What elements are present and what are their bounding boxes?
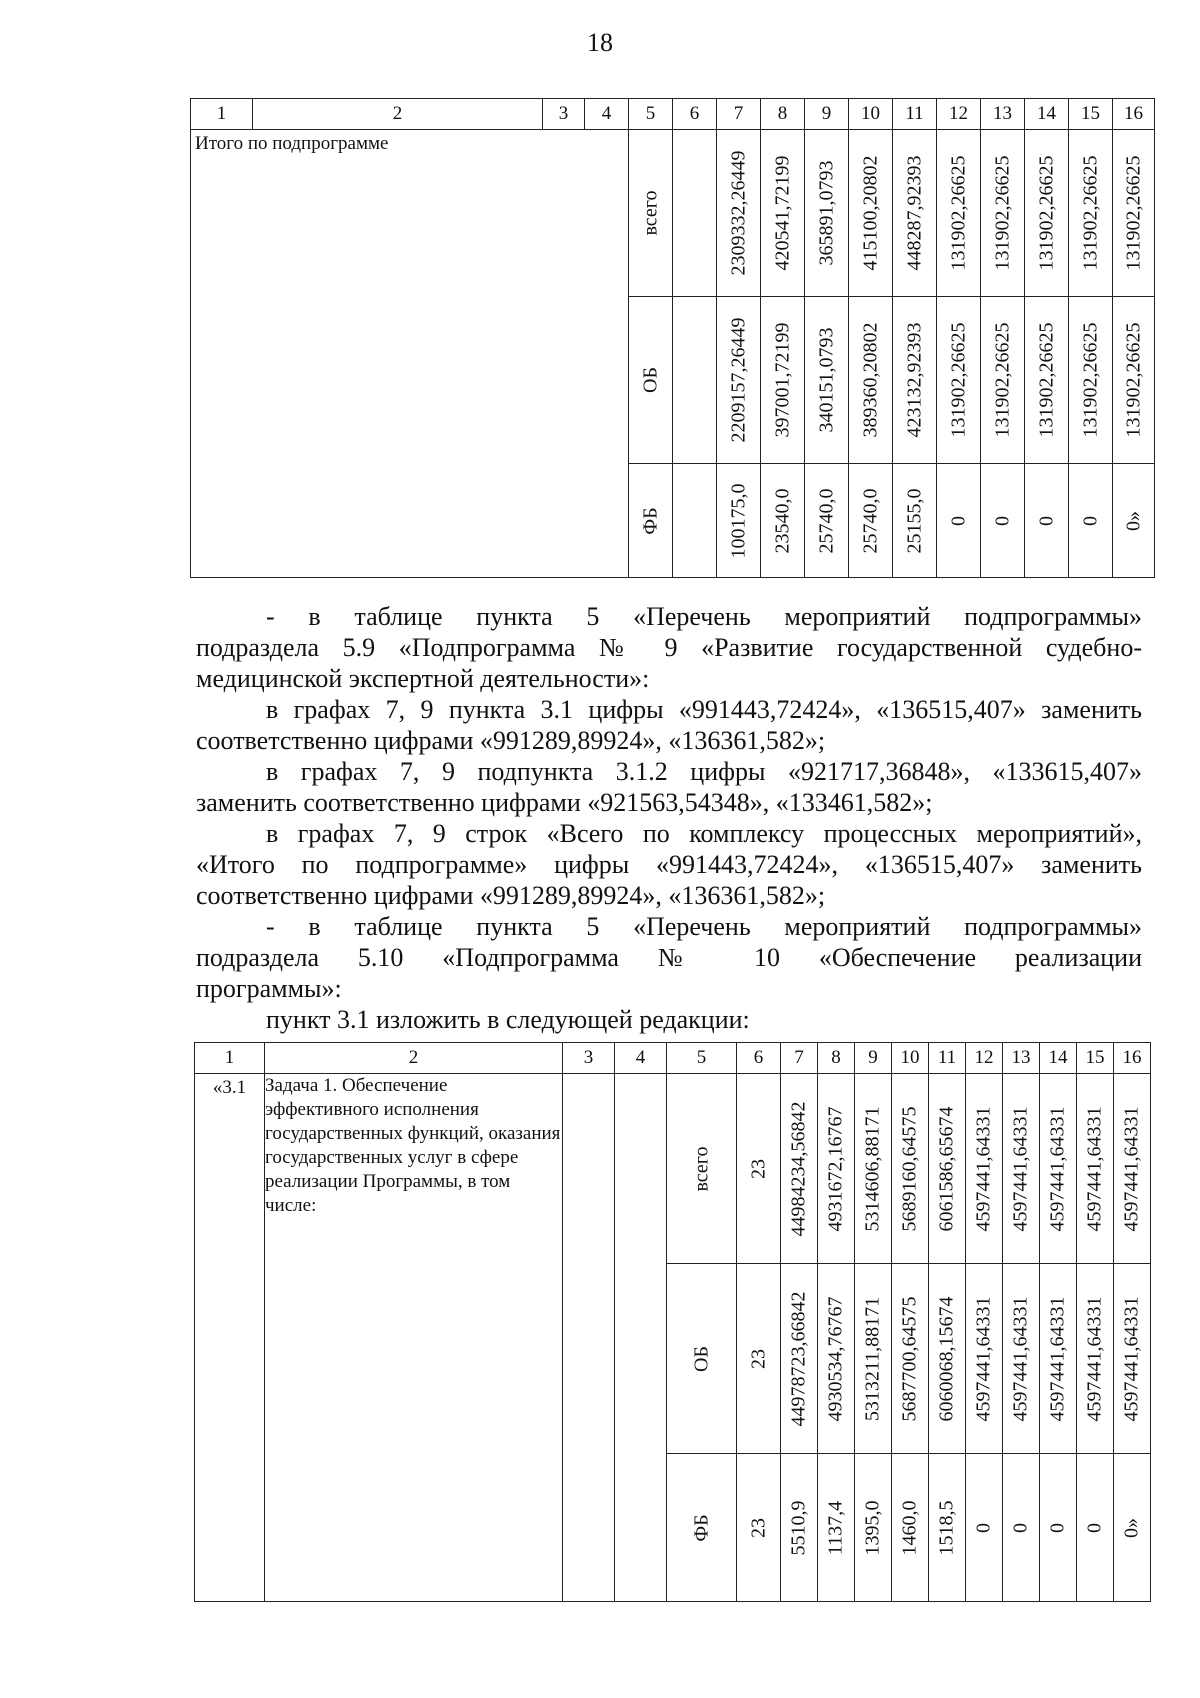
table-row — [195, 1074, 1151, 1264]
value-cell — [781, 1074, 818, 1264]
value-cell — [892, 1454, 929, 1602]
column-number-cell: 3 — [563, 1043, 615, 1074]
value-cell — [1003, 1264, 1040, 1454]
column-number-cell: 4 — [615, 1043, 667, 1074]
funding-source-cell-text: ОБ — [639, 367, 661, 393]
value-cell — [1040, 1264, 1077, 1454]
value-cell-text: 131902,26625 — [1035, 322, 1057, 438]
paragraph-line: пункт 3.1 изложить в следующей редакции: — [266, 1005, 750, 1034]
value-cell-text: 340151,0793 — [815, 327, 837, 433]
funding-source-cell — [667, 1454, 737, 1602]
value-cell-text: 4597441,64331 — [1120, 1296, 1143, 1421]
value-cell — [761, 130, 805, 297]
value-cell — [937, 297, 981, 464]
value-cell — [717, 297, 761, 464]
funding-source-cell — [629, 130, 673, 297]
paragraph-line: медицинской экспертной деятельности»: — [196, 664, 650, 693]
value-cell — [966, 1264, 1003, 1454]
value-cell — [929, 1264, 966, 1454]
paragraph-line: программы»: — [196, 974, 342, 1003]
paragraph-line: заменить соответственно цифрами «921563,54348», «133461,582»; — [196, 788, 933, 817]
value-cell-text: 44978723,66842 — [787, 1291, 810, 1426]
paragraph-line: соответственно цифрами «991289,89924», «136361,582»; — [196, 726, 826, 755]
paragraph-line: «Итого по подпрограмме» цифры «991443,72424», «136515,407» заменить — [196, 850, 1142, 879]
value-cell — [892, 1264, 929, 1454]
column-number-cell: 8 — [761, 99, 805, 130]
value-cell — [781, 1264, 818, 1454]
table-subprogram-total — [190, 98, 1155, 578]
paragraph-line: подраздела 5.10 «Подпрограмма № 10 «Обеспечение реализации — [196, 943, 1142, 972]
value-cell — [1113, 297, 1155, 464]
column-number-cell: 11 — [893, 99, 937, 130]
page-number: 18 — [587, 28, 613, 57]
value-cell-text: 4597441,64331 — [972, 1106, 995, 1231]
column-number-cell: 10 — [849, 99, 893, 130]
value-cell-text: 4597441,64331 — [1046, 1296, 1069, 1421]
value-cell-text: 0 — [1079, 515, 1101, 526]
value-cell — [1113, 464, 1155, 578]
column-number-cell: 9 — [805, 99, 849, 130]
funding-source-cell-text: всего — [639, 190, 661, 236]
column-number-cell: 16 — [1113, 99, 1155, 130]
value-cell-text: 4597441,64331 — [1046, 1106, 1069, 1231]
code-cell — [737, 1074, 781, 1264]
value-cell — [1040, 1454, 1077, 1602]
value-cell — [929, 1074, 966, 1264]
funding-source-cell — [667, 1074, 737, 1264]
funding-source-cell-text: ОБ — [690, 1345, 712, 1372]
value-cell — [1003, 1454, 1040, 1602]
funding-source-cell-text: ФБ — [639, 506, 661, 535]
value-cell-text: 0 — [1009, 1522, 1032, 1533]
row-label-cell: Итого по подпрограмме — [191, 130, 629, 578]
value-cell — [761, 464, 805, 578]
value-cell — [966, 1454, 1003, 1602]
code-cell-text: 23 — [747, 1517, 769, 1538]
value-cell-text: 1518,5 — [935, 1500, 958, 1555]
value-cell — [1077, 1454, 1114, 1602]
code-cell-text: 23 — [747, 1158, 769, 1179]
value-cell — [966, 1074, 1003, 1264]
value-cell-text: 25740,0 — [859, 488, 881, 553]
task-description-cell: Задача 1. Обеспечение эффективного исполнения государственных функций, оказания государственных услуг в сфере реализации Программы, в том числе: — [265, 1074, 563, 1602]
value-cell-text: 23540,0 — [771, 488, 793, 553]
value-cell — [893, 130, 937, 297]
value-cell — [781, 1454, 818, 1602]
column-number-cell: 2 — [265, 1043, 563, 1074]
code-cell-text: 23 — [747, 1348, 769, 1369]
value-cell-text: 2309332,26449 — [727, 150, 749, 276]
paragraph-line: - в таблице пункта 5 «Перечень мероприятий подпрограммы» — [266, 602, 1142, 631]
value-cell-text: 0 — [1035, 515, 1057, 526]
value-cell-text: 397001,72199 — [771, 322, 793, 438]
value-cell-text: 131902,26625 — [1122, 322, 1144, 438]
column-number-cell: 1 — [191, 99, 253, 130]
value-cell — [1025, 130, 1069, 297]
funding-source-cell — [629, 297, 673, 464]
column-number-cell: 13 — [1003, 1043, 1040, 1074]
column-number-cell: 1 — [195, 1043, 265, 1074]
value-cell-text: 415100,20802 — [859, 155, 881, 271]
paragraph-line: - в таблице пункта 5 «Перечень мероприятий подпрограммы» — [266, 912, 1142, 941]
value-cell — [849, 464, 893, 578]
value-cell-text: 131902,26625 — [1122, 155, 1144, 271]
value-cell — [929, 1454, 966, 1602]
paragraph-line: в графах 7, 9 строк «Всего по комплексу процессных мероприятий», — [266, 819, 1142, 848]
value-cell-text: 5313211,88171 — [861, 1296, 884, 1421]
empty-cell — [673, 464, 717, 578]
value-cell — [1113, 130, 1155, 297]
column-number-cell: 5 — [667, 1043, 737, 1074]
value-cell-text: 131902,26625 — [947, 322, 969, 438]
value-cell-text: 6061586,65674 — [935, 1106, 958, 1231]
paragraph-line: подраздела 5.9 «Подпрограмма № 9 «Развитие государственной судебно- — [196, 633, 1142, 662]
value-cell — [717, 464, 761, 578]
value-cell-text: 5689160,64575 — [898, 1106, 921, 1231]
empty-cell — [615, 1074, 667, 1602]
value-cell-text: 131902,26625 — [1035, 155, 1057, 271]
column-number-cell: 14 — [1025, 99, 1069, 130]
value-cell — [818, 1264, 855, 1454]
column-number-cell: 13 — [981, 99, 1025, 130]
value-cell — [805, 464, 849, 578]
value-cell — [855, 1264, 892, 1454]
column-number-cell: 12 — [966, 1043, 1003, 1074]
value-cell — [855, 1074, 892, 1264]
column-number-cell: 16 — [1114, 1043, 1151, 1074]
value-cell-text: 420541,72199 — [771, 155, 793, 271]
column-number-cell: 5 — [629, 99, 673, 130]
value-cell — [1077, 1264, 1114, 1454]
value-cell-text: 0» — [1122, 510, 1144, 531]
value-cell — [1040, 1074, 1077, 1264]
empty-cell — [673, 297, 717, 464]
column-number-cell: 14 — [1040, 1043, 1077, 1074]
value-cell — [893, 297, 937, 464]
value-cell — [1025, 464, 1069, 578]
value-cell — [818, 1074, 855, 1264]
column-number-cell: 11 — [929, 1043, 966, 1074]
column-number-cell: 15 — [1077, 1043, 1114, 1074]
value-cell — [1114, 1264, 1151, 1454]
value-cell-text: 1137,4 — [824, 1500, 847, 1555]
item-number-cell: «3.1 — [195, 1074, 265, 1602]
value-cell-text: 131902,26625 — [1079, 155, 1101, 271]
value-cell-text: 4597441,64331 — [1083, 1106, 1106, 1231]
value-cell — [849, 297, 893, 464]
table-row — [191, 130, 1155, 297]
value-cell-text: 4931672,16767 — [824, 1106, 847, 1231]
column-number-cell: 7 — [781, 1043, 818, 1074]
column-number-cell: 9 — [855, 1043, 892, 1074]
table-header-row — [195, 1043, 1151, 1074]
paragraph-line: соответственно цифрами «991289,89924», «136361,582»; — [196, 881, 826, 910]
value-cell-text: 365891,0793 — [815, 160, 837, 266]
empty-cell — [673, 130, 717, 297]
code-cell — [737, 1264, 781, 1454]
value-cell-text: 0 — [947, 515, 969, 526]
value-cell-text: 1395,0 — [861, 1500, 884, 1555]
value-cell — [805, 130, 849, 297]
value-cell-text: 44984234,56842 — [787, 1101, 810, 1236]
value-cell — [1077, 1074, 1114, 1264]
value-cell-text: 0 — [1046, 1522, 1069, 1533]
value-cell-text: 25155,0 — [903, 488, 925, 553]
column-number-cell: 3 — [543, 99, 585, 130]
funding-source-cell-text: ФБ — [690, 1513, 712, 1542]
value-cell-text: 423132,92393 — [903, 322, 925, 438]
value-cell-text: 131902,26625 — [1079, 322, 1101, 438]
value-cell-text: 4597441,64331 — [1009, 1106, 1032, 1231]
column-number-cell: 4 — [585, 99, 629, 130]
value-cell — [1025, 297, 1069, 464]
value-cell — [1114, 1454, 1151, 1602]
paragraph-line: в графах 7, 9 пункта 3.1 цифры «991443,72424», «136515,407» заменить — [266, 695, 1142, 724]
value-cell-text: 0 — [972, 1522, 995, 1533]
value-cell — [981, 130, 1025, 297]
value-cell — [981, 464, 1025, 578]
value-cell-text: 4597441,64331 — [1009, 1296, 1032, 1421]
funding-source-cell-text: всего — [690, 1145, 712, 1192]
value-cell — [1069, 130, 1113, 297]
value-cell-text: 131902,26625 — [991, 322, 1013, 438]
value-cell-text: 6060068,15674 — [935, 1296, 958, 1421]
funding-source-cell — [629, 464, 673, 578]
value-cell — [761, 297, 805, 464]
value-cell — [1069, 297, 1113, 464]
value-cell-text: 5314606,88171 — [861, 1106, 884, 1231]
value-cell-text: 4597441,64331 — [1083, 1296, 1106, 1421]
value-cell-text: 0» — [1120, 1517, 1143, 1538]
value-cell — [1003, 1074, 1040, 1264]
value-cell — [855, 1454, 892, 1602]
value-cell — [937, 130, 981, 297]
value-cell-text: 25740,0 — [815, 488, 837, 553]
value-cell — [1114, 1074, 1151, 1264]
value-cell-text: 0 — [1083, 1522, 1106, 1533]
column-number-cell: 6 — [737, 1043, 781, 1074]
value-cell-text: 131902,26625 — [947, 155, 969, 271]
value-cell — [818, 1454, 855, 1602]
value-cell-text: 4930534,76767 — [824, 1296, 847, 1421]
value-cell — [849, 130, 893, 297]
value-cell-text: 0 — [991, 515, 1013, 526]
value-cell-text: 5510,9 — [787, 1500, 810, 1555]
column-number-cell: 7 — [717, 99, 761, 130]
column-number-cell: 10 — [892, 1043, 929, 1074]
value-cell — [717, 130, 761, 297]
column-number-cell: 2 — [253, 99, 543, 130]
value-cell — [805, 297, 849, 464]
value-cell — [981, 297, 1025, 464]
value-cell-text: 1460,0 — [898, 1500, 921, 1555]
column-number-cell: 8 — [818, 1043, 855, 1074]
table-task-3-1 — [194, 1042, 1151, 1602]
empty-cell — [563, 1074, 615, 1602]
value-cell-text: 4597441,64331 — [1120, 1106, 1143, 1231]
value-cell — [892, 1074, 929, 1264]
paragraph-line: в графах 7, 9 подпункта 3.1.2 цифры «921717,36848», «133615,407» — [266, 757, 1142, 786]
column-number-cell: 12 — [937, 99, 981, 130]
value-cell-text: 4597441,64331 — [972, 1296, 995, 1421]
value-cell-text: 131902,26625 — [991, 155, 1013, 271]
column-number-cell: 15 — [1069, 99, 1113, 130]
value-cell-text: 5687700,64575 — [898, 1296, 921, 1421]
value-cell-text: 100175,0 — [727, 483, 749, 558]
code-cell — [737, 1454, 781, 1602]
value-cell — [893, 464, 937, 578]
value-cell — [937, 464, 981, 578]
value-cell-text: 448287,92393 — [903, 155, 925, 271]
value-cell — [1069, 464, 1113, 578]
table-header-row — [191, 99, 1155, 130]
funding-source-cell — [667, 1264, 737, 1454]
value-cell-text: 2209157,26449 — [727, 317, 749, 443]
value-cell-text: 389360,20802 — [859, 322, 881, 438]
column-number-cell: 6 — [673, 99, 717, 130]
